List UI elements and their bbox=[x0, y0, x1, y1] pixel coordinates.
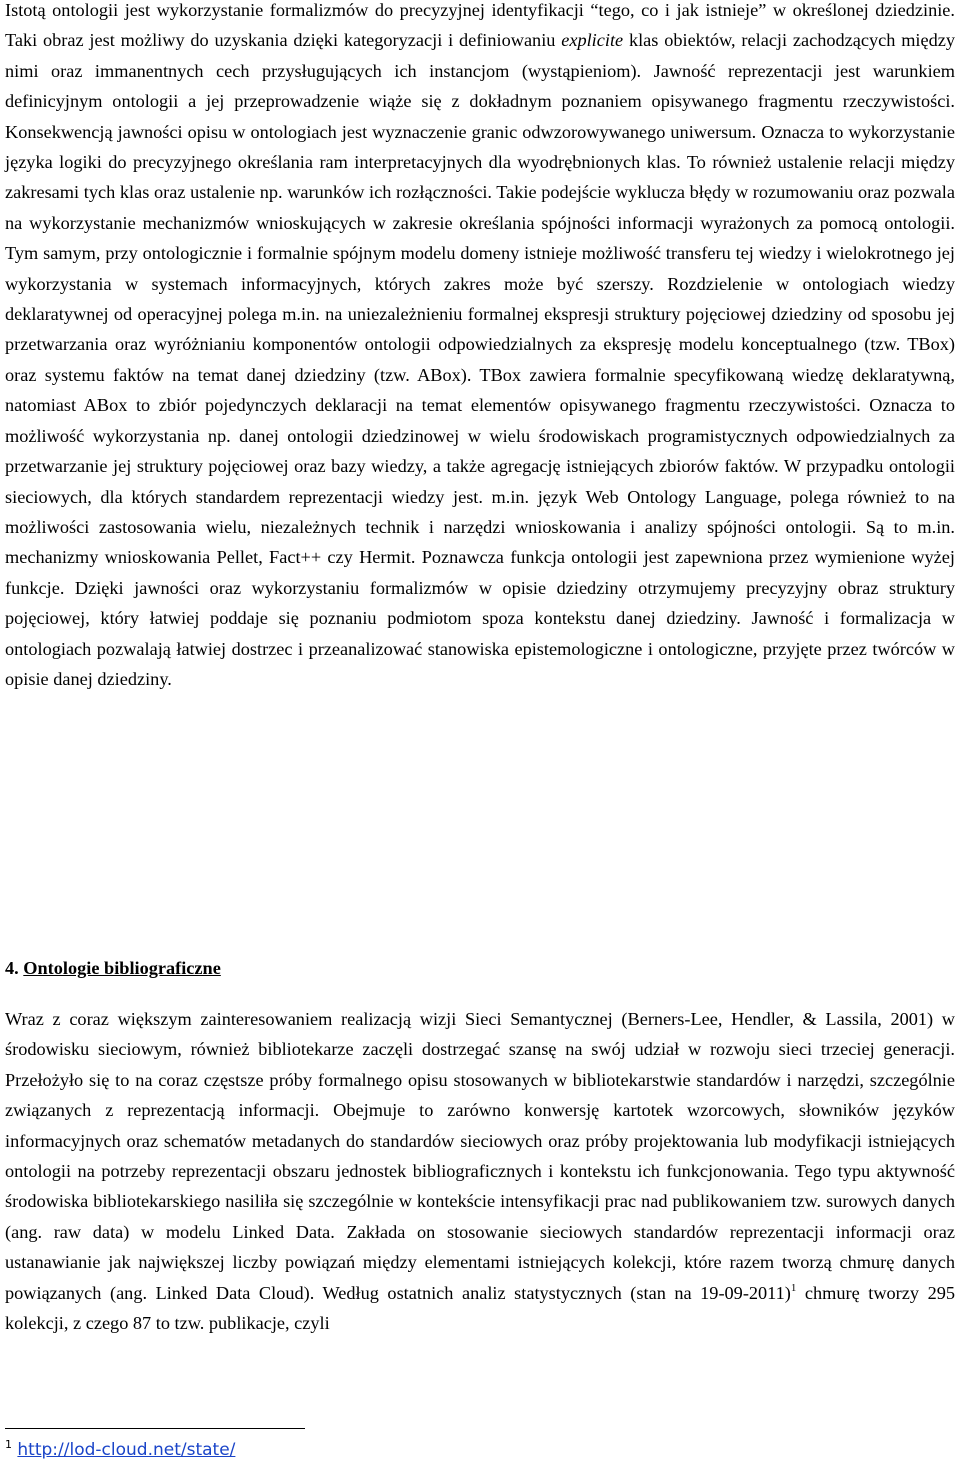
footnote-link[interactable]: http://lod-cloud.net/state/ bbox=[17, 1440, 236, 1460]
footnote-marker: 1 bbox=[5, 1438, 12, 1451]
paragraph-ontology-formalisms bbox=[5, 0, 955, 694]
paragraph-2-body: Wraz z coraz większym zainteresowaniem realizacją wizji Sieci Semantycznej (Berners-Lee, Hendler, & Lassila, 2001) w środowisku sieciowym, również bibliotekarze zaczęli dostrzegać szansę na swój udział w rozwoju sieci trzeciej generacji. Przełożyło się to na coraz częstsze próby formalnego opisu stosowanych w bibliotekarstwie standardów i narzędzi, szczególnie związanych z reprezentacją informacji. Obejmuje to zarówno konwersję kartotek wzorcowych, słowników języków informacyjnych oraz schematów metadanych do standardów sieciowych oraz próby projektowania lub modyfikacji istniejących ontologii na potrzeby reprezentacji obszaru jednostek bibliograficznych i kontekstu ich funkcjonowania. Tego typu aktywność środowiska bibliotekarskiego nasiliła się szczególnie w kontekście intensyfikacji prac nad publikowaniem tzw. surowych danych (ang. raw data) w modelu Linked Data. Zakłada on stosowanie sieciowych standardów reprezentacji informacji oraz ustanawianie jak największej liczby powiązań między elementami istniejących kolekcji, które razem tworzą chmurę danych powiązanych (ang. Linked Data Cloud). Według ostatnich analiz statystycznych (stan na 19-09-2011) bbox=[5, 1009, 955, 1303]
paragraph-2-tail: chmurę tworzy 295 kolekcji, z czego 87 to tzw. publikacje, czyli bbox=[5, 1282, 955, 1334]
footnote bbox=[5, 1437, 235, 1463]
section-title: Ontologie bibliograficzne bbox=[23, 958, 221, 978]
paragraph-1-body: klas obiektów, relacji zachodzących między nimi oraz immanentnych cech przysługujących ich instancjom (wystąpieniom). Jawność reprezentacji jest warunkiem definicyjnym ontologii a jej przeprowadzenie wiąże się z dokładnym poznaniem opisywanego fragmentu rzeczywistości. Konsekwencją jawności opisu w ontologiach jest wyznaczenie granic odwzorowywanego uniwersum. Oznacza to wykorzystanie języka logiki do precyzyjnego określania ram interpretacyjnych dla wyodrębnionych klas. To również ustalenie relacji między zakresami tych klas oraz ustalenie np. warunków ich rozłączności. Takie podejście wyklucza błędy w rozumowaniu oraz pozwala na wykorzystanie mechanizmów wnioskujących w zakresie określania spójności informacji wyrażonych za pomocą ontologii. Tym samym, przy ontologicznie i formalnie spójnym modelu domeny istnieje możliwość transferu tej wiedzy i wielokrotnego jej wykorzystania w systemach informacyjnych, których zakres może być szerszy. Rozdzielenie w ontologiach wiedzy deklaratywnej od operacyjnej polega m.in. na uniezależnieniu formalnej ekspresji struktury pojęciowej dziedziny od sposobu jej przetwarzania oraz wyróżnianiu komponentów ontologii odpowiedzialnych za ekspresję modelu konceptualnego (tzw. TBox) oraz systemu faktów na temat danej dziedziny (tzw. ABox). TBox zawiera formalnie specyfikowaną wiedzę deklaratywną, natomiast ABox to zbiór pojedynczych deklaracji na temat elementów opisywanego fragmentu rzeczywistości. Oznacza to możliwość wykorzystania np. danej ontologii dziedzinowej w wielu środowiskach programistycznych odpowiedzialnych za przetwarzanie jej struktury pojęciowej oraz bazy wiedzy, a także agregację istniejących zbiorów faktów. W przypadku ontologii sieciowych, dla których standardem reprezentacji wiedzy jest. m.in. język Web Ontology Language, polega również to na możliwości zastosowania wielu, niezależnych technik i narzędzi wnioskowania i analizy spójności ontologii. Są to m.in. mechanizmy wnioskowania Pellet, Fact++ czy Hermit. Poznawcza funkcja ontologii jest zapewniona przez wymienione wyżej funkcje. Dzięki jawności oraz wykorzystaniu formalizmów w opisie dziedziny otrzymujemy precyzyjny obraz struktury pojęciowej, który łatwiej poddaje się poznaniu podmiotom spoza kontekstu danej dziedziny. Jawność i formalizacja w ontologiach pozwalają łatwiej dostrzec i przeanalizować stanowiska epistemologiczne i ontologiczne, przyjęte przez twórców w opisie danej dziedziny. bbox=[5, 30, 955, 689]
paragraph-bibliographic-ontologies bbox=[5, 1004, 955, 1338]
document-page bbox=[5, 0, 955, 1334]
footnote-reference[interactable]: 1 bbox=[790, 1281, 797, 1294]
section-heading bbox=[5, 953, 221, 983]
footnote-divider bbox=[5, 1428, 305, 1429]
paragraph-1-lead: Istotą ontologii jest wykorzystanie formalizmów do precyzyjnej identyfikacji “tego, co i jak istnieje” w określonej dziedzinie. Taki obraz jest możliwy do uzyskania dzięki kategoryzacji i definiowaniu bbox=[5, 0, 955, 51]
section-number: 4. bbox=[5, 958, 19, 978]
paragraph-1-italic-term: explicite bbox=[561, 30, 624, 51]
